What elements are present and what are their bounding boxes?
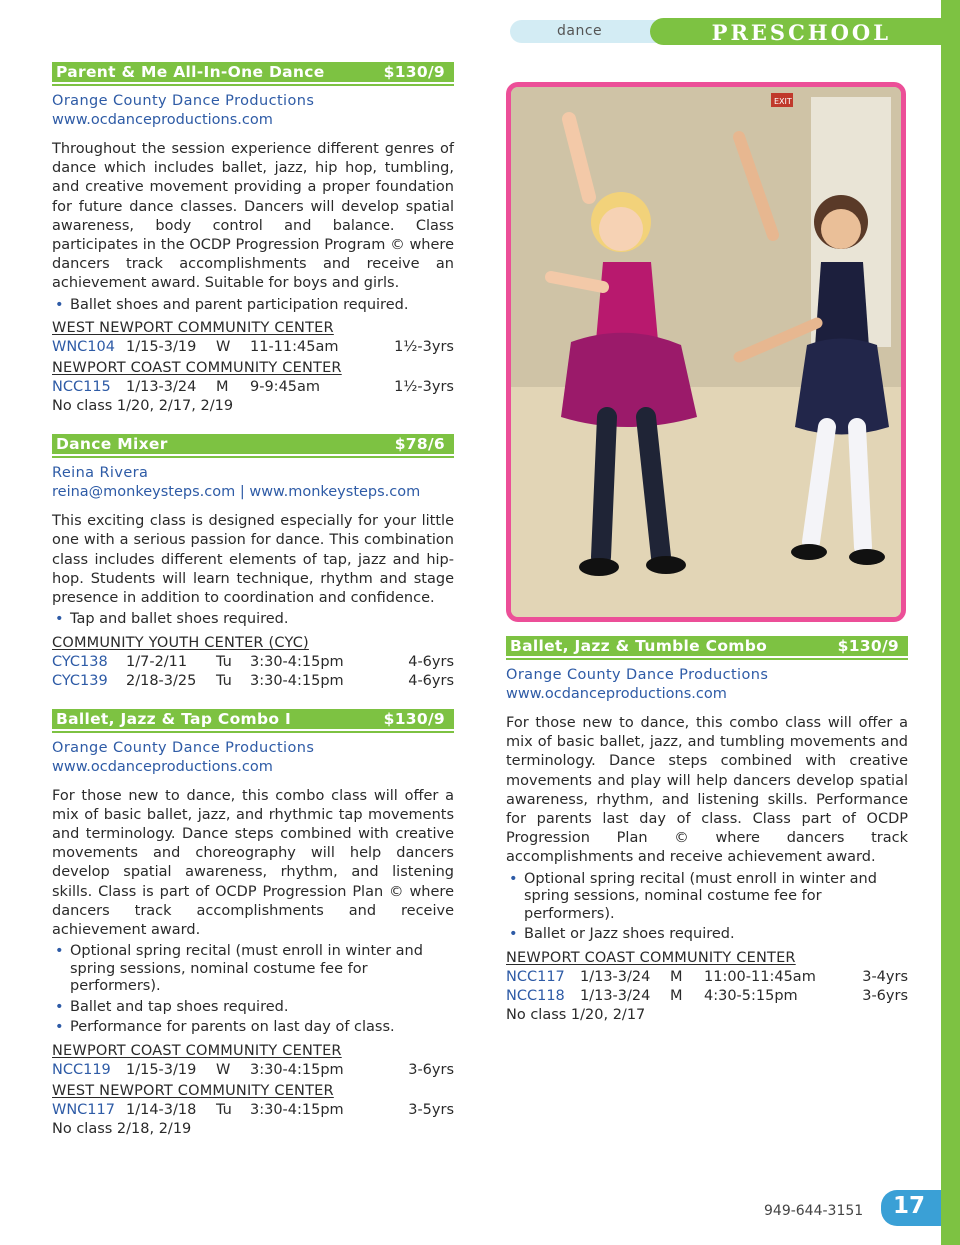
class-listing	[52, 434, 454, 691]
location-name: WEST NEWPORT COMMUNITY CENTER	[52, 1082, 334, 1099]
course-dates: 2/18-3/25	[126, 672, 197, 689]
requirement-item: • Tap and ballet shoes required.	[52, 611, 454, 629]
page-number-badge	[881, 1190, 941, 1226]
course-age: 3-4yrs	[862, 968, 908, 985]
course-day: Tu	[216, 1101, 232, 1118]
course-day: W	[216, 1061, 231, 1078]
class-description: For those new to dance, this combo class will offer a mix of basic ballet, jazz, and tumbling movements and terminology. Dance steps combined with creative movements and play will help dancers develop spatial awareness, rhythm, and listening skills. Performance for parents last day of class. Class part of OCDP Progression Plan © where dancers track accomplishments and receive achievement award.	[506, 715, 908, 866]
class-listing	[506, 636, 908, 1025]
course-age: 1½-3yrs	[394, 379, 454, 396]
requirement-item: • Ballet shoes and parent participation required.	[52, 297, 454, 315]
dancers-photo	[506, 82, 906, 622]
class-price: $130/9	[383, 63, 445, 81]
dancers-illustration	[511, 87, 901, 617]
class-title-bar	[52, 709, 454, 731]
course-time: 11:00-11:45am	[704, 968, 816, 985]
class-title-bar	[506, 636, 908, 658]
course-dates: 1/7-2/11	[126, 653, 188, 670]
course-dates: 1/15-3/19	[126, 339, 197, 356]
class-price: $130/9	[383, 709, 445, 728]
course-day: M	[216, 379, 229, 396]
requirement-item: • Optional spring recital (must enroll in winter and spring sessions, nominal costume fee for performers).	[52, 943, 454, 996]
course-code-link[interactable]: NCC115	[52, 379, 111, 396]
course-time: 3:30-4:15pm	[250, 1061, 344, 1078]
provider-website-link[interactable]: reina@monkeysteps.com | www.monkeysteps.com	[52, 484, 421, 501]
location-name: NEWPORT COAST COMMUNITY CENTER	[52, 1042, 342, 1059]
course-day: M	[670, 987, 683, 1004]
course-code-link[interactable]: NCC119	[52, 1061, 111, 1078]
course-time: 3:30-4:15pm	[250, 672, 344, 689]
no-class-note: No class 1/20, 2/17, 2/19	[52, 398, 234, 415]
footer-phone: 949-644-3151	[764, 1203, 864, 1219]
left-column	[52, 62, 454, 1157]
course-time: 4:30-5:15pm	[704, 987, 798, 1004]
schedule-row	[52, 653, 454, 672]
schedule-row	[52, 378, 454, 397]
course-age: 1½-3yrs	[394, 339, 454, 356]
schedule-row	[52, 338, 454, 357]
section-tab-label: dance	[557, 23, 603, 39]
course-dates: 1/13-3/24	[580, 987, 651, 1004]
provider-name: Orange County Dance Productions	[506, 667, 769, 683]
class-title: Dance Mixer	[56, 435, 168, 454]
class-title-bar	[52, 62, 454, 84]
class-listing	[52, 709, 454, 1139]
class-description: This exciting class is designed especially for your little one with a serious passion for dance. This combination class includes different elements of tap, jazz and hip-hop. Students will learn technique, rhythm and stage presence in addition to coordination and confidence.	[52, 513, 454, 606]
provider-website-link[interactable]: www.ocdanceproductions.com	[52, 758, 273, 775]
course-age: 3-6yrs	[408, 1061, 454, 1078]
course-day: M	[670, 968, 683, 985]
schedule-row	[506, 987, 908, 1006]
class-title: Parent & Me All-In-One Dance	[56, 63, 325, 81]
course-code-link[interactable]: NCC118	[506, 987, 565, 1004]
requirement-item: • Ballet or Jazz shoes required.	[506, 926, 908, 944]
class-description: For those new to dance, this combo class will offer a mix of basic ballet, jazz, and rhythmic tap movements and terminology. Dance steps combined with creative movements and choreography will help dancers develop spatial awareness, rhythm, and listening skills. Class is part of OCDP Progression Plan © where dancers track accomplishments and receive achievement award.	[52, 787, 454, 939]
requirements-list	[506, 871, 908, 944]
class-title-bar	[52, 434, 454, 456]
course-day: Tu	[216, 672, 232, 689]
provider-name: Orange County Dance Productions	[52, 93, 315, 109]
course-dates: 1/15-3/19	[126, 1061, 197, 1078]
class-title: Ballet, Jazz & Tap Combo I	[56, 709, 292, 728]
requirement-item: • Optional spring recital (must enroll in winter and spring sessions, nominal costume fee for performers).	[506, 871, 908, 924]
course-time: 9-9:45am	[250, 379, 321, 396]
course-code-link[interactable]: CYC139	[52, 672, 108, 689]
page-number: 17	[893, 1193, 926, 1219]
course-day: W	[216, 339, 231, 356]
provider-website-link[interactable]: www.ocdanceproductions.com	[506, 686, 727, 702]
course-time: 11-11:45am	[250, 339, 339, 356]
requirements-list	[52, 943, 454, 1037]
location-name: COMMUNITY YOUTH CENTER (CYC)	[52, 634, 309, 651]
exit-sign-text: EXIT	[774, 97, 792, 106]
course-dates: 1/14-3/18	[126, 1101, 197, 1118]
schedule-row	[52, 1101, 454, 1120]
course-age: 4-6yrs	[408, 672, 454, 689]
course-age: 3-6yrs	[862, 987, 908, 1004]
no-class-note: No class 1/20, 2/17	[506, 1006, 646, 1023]
class-description: Throughout the session experience different genres of dance which includes ballet, jazz, hip hop, tumbling, and creative movement providing a proper foundation for future dance classes. Dancers will develop spatial awareness, body control and balance. Class participates in the OCDP Progression Program © where dancers track accomplishments and receive an achievement award. Suitable for boys and girls.	[52, 141, 454, 292]
course-time: 3:30-4:15pm	[250, 653, 344, 670]
requirements-list	[52, 297, 454, 315]
provider-name: Orange County Dance Productions	[52, 739, 315, 756]
class-listing	[52, 62, 454, 416]
provider-website-link[interactable]: www.ocdanceproductions.com	[52, 112, 273, 128]
course-dates: 1/13-3/24	[580, 968, 651, 985]
course-age: 4-6yrs	[408, 653, 454, 670]
course-code-link[interactable]: WNC104	[52, 339, 115, 356]
requirement-item: • Ballet and tap shoes required.	[52, 999, 454, 1017]
course-code-link[interactable]: NCC117	[506, 968, 565, 985]
schedule-row	[506, 968, 908, 987]
class-price: $130/9	[837, 637, 899, 655]
category-tab-preschool	[650, 18, 941, 45]
page-edge-green-bar	[941, 0, 960, 1245]
location-name: WEST NEWPORT COMMUNITY CENTER	[52, 320, 334, 337]
course-dates: 1/13-3/24	[126, 379, 197, 396]
course-age: 3-5yrs	[408, 1101, 454, 1118]
no-class-note: No class 2/18, 2/19	[52, 1120, 192, 1137]
requirements-list	[52, 611, 454, 629]
requirement-item: • Performance for parents on last day of class.	[52, 1019, 454, 1037]
right-column	[506, 636, 908, 1043]
course-time: 3:30-4:15pm	[250, 1101, 344, 1118]
course-day: Tu	[216, 653, 232, 670]
class-title: Ballet, Jazz & Tumble Combo	[510, 637, 768, 655]
course-code-link[interactable]: WNC117	[52, 1101, 115, 1118]
category-tab-label: PRESCHOOL	[711, 20, 891, 45]
location-name: NEWPORT COAST COMMUNITY CENTER	[506, 949, 796, 966]
course-code-link[interactable]: CYC138	[52, 653, 108, 670]
location-name: NEWPORT COAST COMMUNITY CENTER	[52, 360, 342, 377]
schedule-row	[52, 1061, 454, 1080]
class-price: $78/6	[394, 435, 445, 454]
provider-name: Reina Rivera	[52, 465, 149, 482]
schedule-row	[52, 672, 454, 691]
